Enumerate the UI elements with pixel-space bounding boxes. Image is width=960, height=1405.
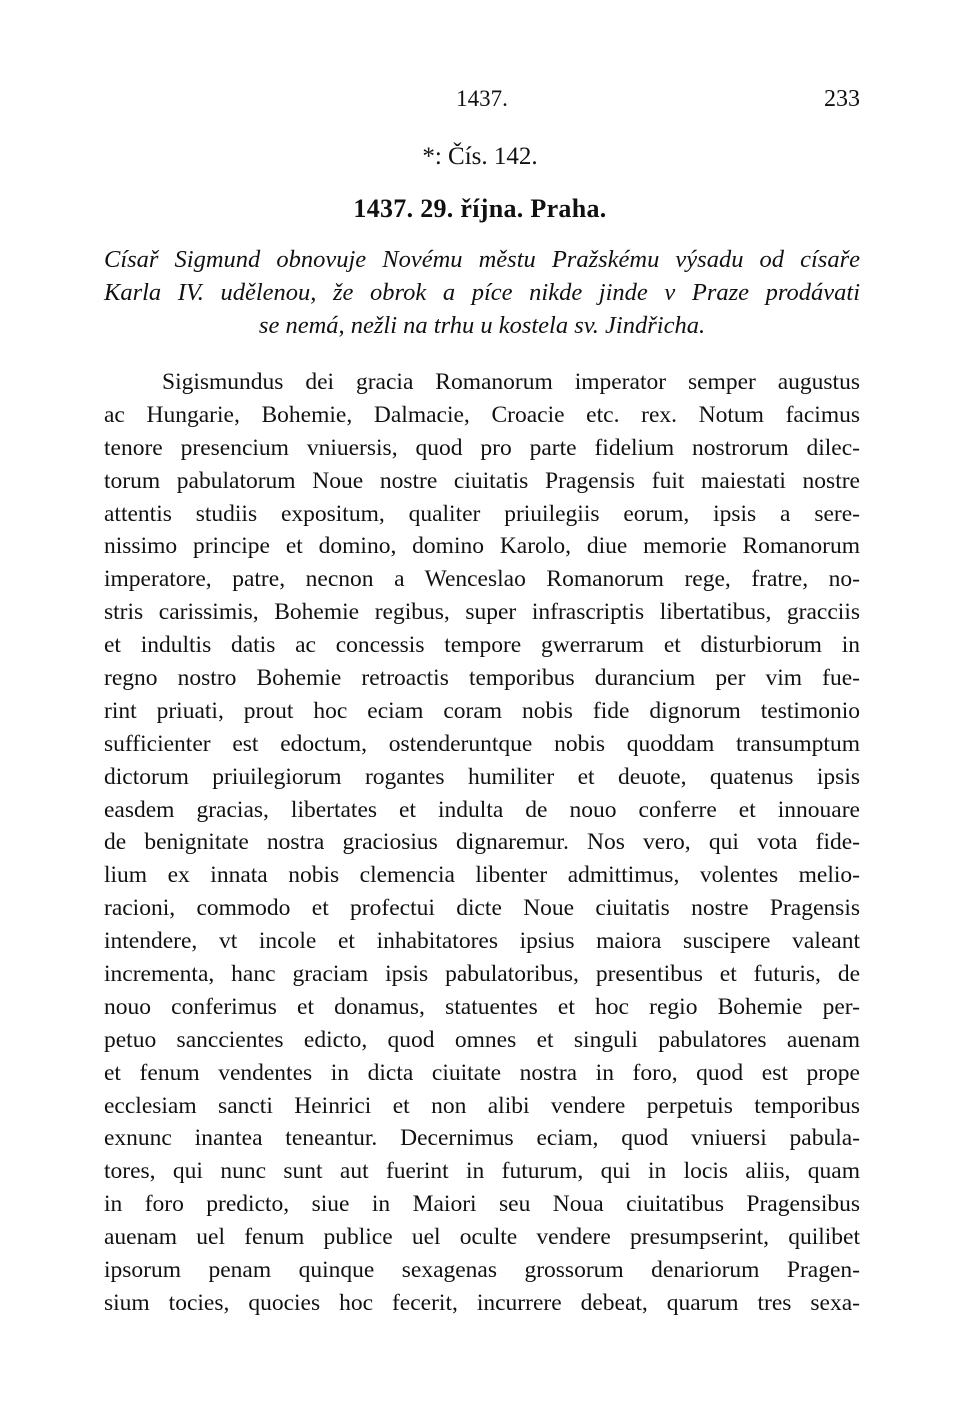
header-year: 1437. — [456, 86, 508, 111]
text-line: stris carissimis, Bohemie regibus, super infrascriptis libertatibus, gracciis — [104, 599, 860, 626]
text-line: racioni, commodo et profectui dicte Noue ciuitatis nostre Pragensis — [104, 895, 860, 922]
page-number: 233 — [824, 86, 860, 112]
document-dateline: 1437. 29. října. Praha. — [353, 194, 607, 223]
text-line: easdem gracias, libertates et indulta de nouo conferre et innouare — [104, 796, 860, 823]
text-line: auenam uel fenum publice uel oculte vendere presumpserint, quilibet — [104, 1224, 860, 1251]
text-line: in foro predicto, siue in Maiori seu Noua ciuitatibus Pragensibus — [104, 1191, 860, 1218]
text-line: sium tocies, quocies hoc fecerit, incurrere debeat, quarum tres sexa- — [104, 1289, 860, 1316]
text-line: regno nostro Bohemie retroactis temporibus durancium per vim fue- — [104, 665, 860, 692]
text-line: exnunc inantea teneantur. Decernimus eciam, quod vniuersi pabula- — [104, 1125, 860, 1152]
text-line: attentis studiis expositum, qualiter priuilegiis eorum, ipsis a sere- — [104, 500, 860, 527]
regest-line: Karla IV. udělenou, že obrok a píce nikde jinde v Praze prodávati — [104, 279, 860, 306]
regest-line: se nemá, nežli na trhu u kostela sv. Jindřicha. — [258, 312, 706, 339]
text-line: ecclesiam sancti Heinrici et non alibi vendere perpetuis temporibus — [104, 1092, 860, 1119]
regest-summary — [104, 243, 860, 342]
text-line: de benignitate nostra graciosius dignaremur. Nos vero, qui vota fide- — [104, 829, 860, 856]
text-line: imperatore, patre, necnon a Wenceslao Romanorum rege, fratre, no- — [104, 566, 860, 593]
text-line: ac Hungarie, Bohemie, Dalmacie, Croacie etc. rex. Notum facimus — [104, 401, 860, 428]
text-line: tenore presencium vniuersis, quod pro parte fidelium nostrorum dilec- — [104, 434, 860, 461]
text-line: Sigismundus dei gracia Romanorum imperator semper augustus — [162, 369, 860, 395]
document-number: *: Čís. 142. — [422, 143, 538, 170]
text-line: ipsorum penam quinque sexagenas grossorum denariorum Pragen- — [104, 1257, 860, 1284]
text-line: incrementa, hanc graciam ipsis pabulatoribus, presentibus et futuris, de — [104, 961, 860, 988]
text-line: nouo conferimus et donamus, statuentes et hoc regio Bohemie per- — [104, 993, 860, 1020]
text-line: et fenum vendentes in dicta ciuitate nostra in foro, quod est prope — [104, 1059, 860, 1086]
text-line: petuo sanccientes edicto, quod omnes et singuli pabulatores auenam — [104, 1026, 860, 1053]
text-line: rint priuati, prout hoc eciam coram nobis fide dignorum testimonio — [104, 697, 860, 724]
text-line: sufficienter est edoctum, ostenderuntque nobis quoddam transumptum — [104, 730, 860, 757]
text-line: tores, qui nunc sunt aut fuerint in futurum, qui in locis aliis, quam — [104, 1158, 860, 1185]
regest-line: Císař Sigmund obnovuje Novému městu Pražskému výsadu od císaře — [104, 246, 860, 273]
text-line: lium ex innata nobis clemencia libenter admittimus, volentes melio- — [104, 862, 860, 889]
text-line: torum pabulatorum Noue nostre ciuitatis Pragensis fuit maiestati nostre — [104, 467, 860, 494]
text-line: nissimo principe et domino, domino Karolo, diue memorie Romanorum — [104, 533, 860, 560]
running-header — [104, 86, 860, 116]
text-line: dictorum priuilegiorum rogantes humiliter et deuote, quatenus ipsis — [104, 763, 860, 790]
text-line: et indultis datis ac concessis tempore gwerrarum et disturbiorum in — [104, 632, 860, 659]
text-line: intendere, vt incole et inhabitatores ipsius maiora suscipere valeant — [104, 928, 860, 955]
charter-text — [104, 366, 860, 1320]
